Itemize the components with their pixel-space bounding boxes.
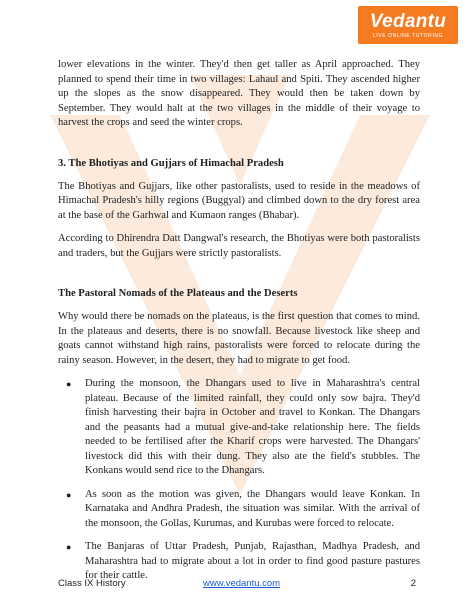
plateaus-bullet-list: [58, 377, 420, 584]
main-content: [58, 58, 420, 593]
page-footer: [58, 578, 416, 592]
page-number: 2: [410, 578, 416, 589]
logo-text: Vedantu: [369, 10, 447, 32]
list-item: [58, 377, 420, 479]
bullet-icon: ●: [66, 489, 72, 500]
bullet-icon: ●: [66, 542, 72, 552]
bhotiyas-paragraph-2: According to Dhirendra Datt Dangwal's research, the Bhotiyas were both pastoralists and traders, but the Gujjars were strictly pastoralists.: [58, 233, 420, 259]
list-item-text: During the monsoon, the Dhangars used to live in Maharashtra's central plateau. Because of the limited rainfall, they could only sow bajra. They'd finish harvesting their bajra in October and travel to Konkan. The Dhangars and the peasants had a mutual give-and-take relationship here. The fields needed to be fertilised after the Kharif crops were harvested. The Dhangars' livestock did this with their dung. They also ate the field's stubbles. The Konkans would send rice to the Dhangars.: [85, 378, 420, 476]
section-heading-bhotiyas: 3. The Bhotiyas and Gujjars of Himachal Pradesh: [58, 157, 284, 169]
logo-tagline: LIVE ONLINE TUTORING: [372, 32, 444, 39]
list-item-text: As soon as the motion was given, the Dhangars would leave Konkan. In Karnataka and Andhra Pradesh, the situation was similar. With the arrival of the monsoon, the Gollas, Kurumas, and Kurubas were forced to relocate.: [85, 488, 420, 529]
footer-website-link[interactable]: www.vedantu.com: [203, 578, 281, 589]
list-item-text: The Banjaras of Uttar Pradesh, Punjab, Rajasthan, Madhya Pradesh, and Maharashtra had to migrate about a lot in order to find good pasture pastures for their cattle.: [85, 541, 420, 581]
section-heading-plateaus: The Pastoral Nomads of the Plateaus and the Deserts: [58, 288, 298, 299]
vedantu-logo[interactable]: [358, 6, 458, 44]
plateaus-paragraph: Why would there be nomads on the plateaus, is the first question that comes to mind. In the plateaus and deserts, there is no snowfall. Because livestock like sheep and goats cannot withstand high rains, pastoralists were forced to relocate during the rainy season. However, in the desert, they had to migrate to get food.: [58, 311, 420, 366]
list-item: [58, 540, 420, 584]
bullet-icon: ●: [66, 379, 72, 389]
list-item: [58, 488, 420, 532]
bhotiyas-paragraph-1: The Bhotiyas and Gujjars, like other pastoralists, used to reside in the meadows of Himachal Pradesh's hilly regions (Buggyal) and climbed down to the dry forest area at the base of the Garhwal and Kumaon ranges (Bhabar).: [58, 180, 420, 221]
footer-class-label: Class IX History: [58, 578, 126, 589]
intro-paragraph: lower elevations in the winter. They'd then get taller as April approached. They planned to spend their time in two villages: Lahaul and Spiti. They ascended higher up the slopes as the snow disappeared. They would then be taken down by September. They would halt at the two villages in the middle of their voyage to harvest the crops and seed the winter crops.: [58, 59, 420, 128]
